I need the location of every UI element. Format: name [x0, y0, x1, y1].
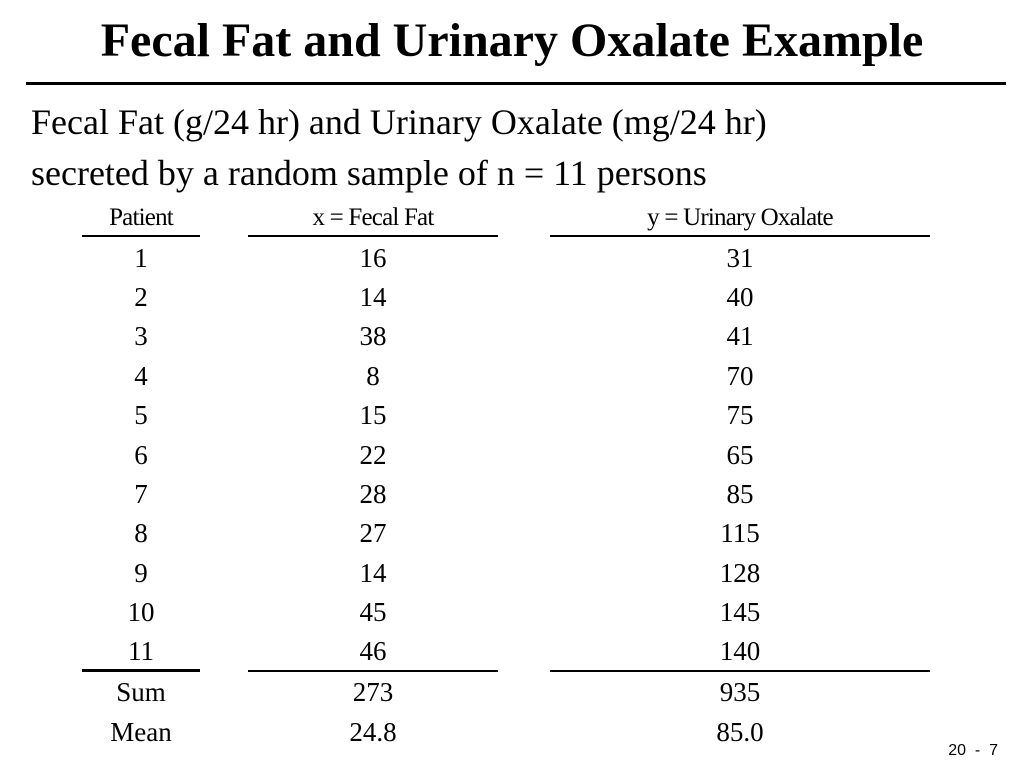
- cell-fecal-fat: 22: [359, 440, 387, 470]
- mean-urinary-oxalate: 85.0: [716, 717, 764, 747]
- header-patient: Patient: [109, 204, 173, 231]
- page-number: 20 - 7: [948, 742, 998, 759]
- cell-fecal-fat: 8: [366, 361, 380, 391]
- cell-urinary-oxalate: 41: [726, 321, 754, 351]
- cell-fecal-fat: 14: [359, 282, 387, 312]
- cell-patient: 6: [134, 440, 148, 470]
- cell-patient: 11: [128, 636, 154, 666]
- sum-urinary-oxalate: 935: [719, 677, 761, 707]
- cell-urinary-oxalate: 145: [719, 597, 761, 627]
- cell-urinary-oxalate: 65: [726, 440, 754, 470]
- cell-patient: 1: [134, 243, 148, 273]
- header-urinary-oxalate: y = Urinary Oxalate: [647, 204, 833, 231]
- cell-urinary-oxalate: 75: [726, 400, 754, 430]
- cell-urinary-oxalate: 115: [720, 518, 760, 548]
- total-rule-fecal-fat: [248, 670, 498, 672]
- header-rule-fecal-fat: [248, 235, 498, 237]
- header-rule-urinary-oxalate: [550, 235, 930, 237]
- cell-patient: 9: [134, 558, 148, 588]
- cell-patient: 7: [134, 479, 148, 509]
- slide-title: Fecal Fat and Urinary Oxalate Example: [100, 14, 924, 67]
- total-rule-urinary-oxalate: [550, 670, 930, 672]
- header-rule-patient: [82, 235, 200, 237]
- cell-fecal-fat: 16: [359, 243, 387, 273]
- cell-patient: 2: [134, 282, 148, 312]
- cell-fecal-fat: 38: [359, 321, 387, 351]
- cell-urinary-oxalate: 31: [726, 243, 754, 273]
- header-fecal-fat: x = Fecal Fat: [312, 204, 434, 231]
- cell-urinary-oxalate: 140: [719, 636, 761, 666]
- sum-fecal-fat: 273: [352, 677, 394, 707]
- cell-fecal-fat: 14: [359, 558, 387, 588]
- total-rule-patient: [82, 669, 200, 672]
- cell-urinary-oxalate: 40: [726, 282, 754, 312]
- cell-fecal-fat: 15: [359, 400, 387, 430]
- cell-urinary-oxalate: 128: [719, 558, 761, 588]
- cell-fecal-fat: 45: [359, 597, 387, 627]
- cell-patient: 5: [134, 400, 148, 430]
- cell-urinary-oxalate: 85: [726, 479, 754, 509]
- cell-patient: 4: [134, 361, 148, 391]
- cell-patient: 8: [134, 518, 148, 548]
- cell-fecal-fat: 46: [359, 636, 387, 666]
- cell-urinary-oxalate: 70: [726, 361, 754, 391]
- subtitle-line-2: secreted by a random sample of n = 11 persons: [31, 153, 707, 193]
- cell-fecal-fat: 27: [359, 518, 387, 548]
- subtitle-line-1: Fecal Fat (g/24 hr) and Urinary Oxalate (mg/24 hr): [31, 102, 767, 142]
- sum-label: Sum: [116, 677, 166, 707]
- mean-label: Mean: [110, 717, 172, 747]
- cell-patient: 3: [134, 321, 148, 351]
- cell-fecal-fat: 28: [359, 479, 387, 509]
- mean-fecal-fat: 24.8: [349, 717, 397, 747]
- cell-patient: 10: [127, 597, 155, 627]
